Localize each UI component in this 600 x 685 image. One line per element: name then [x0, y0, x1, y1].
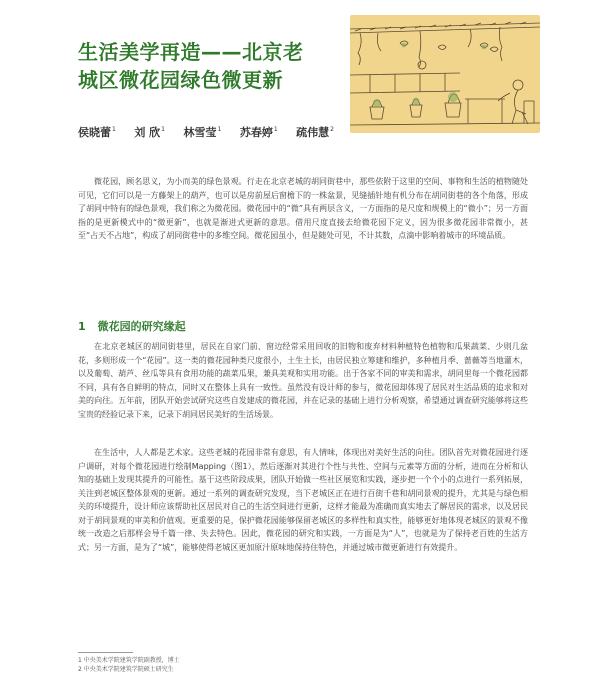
author: 苏春婷$^1$ [239, 126, 278, 139]
author-list [78, 124, 378, 140]
body-paragraph: 在北京老城区的胡同街巷里，居民在自家门前、窗边经常采用回收的旧物和废弃材料种植特色植物和瓜果蔬菜、少则几盆花，多则形成一个“花园”。这一类的微花园种类尺度很小，土生土长，由居民独立筹建和维护，多种植月季、蔷薇等当地灌木，以及葡萄、葫芦、丝瓜等具有食用功能的蔬菜瓜果，兼具美观和实用功能。出于各家不同的审美和需求，胡同里每一个微花园都不同，具有各自鲜明的特点，同时又在整体上具有一致性。虽然没有设计师的参与，微花园却体现了居民对生活品质的追求和对美的向往。五年前，团队开始尝试研究这些自发建成的微花园，并在记录的基础上进行分析观察，希望通过调查研究能够将这些宝贵的经验记录下来，记录下胡同居民美好的生活场景。 [78, 342, 528, 419]
footnote: 2 中央美术学院建筑学院硕士研究生 [78, 666, 174, 673]
author: 疏伟慧$^2$ [296, 126, 334, 139]
article-title [78, 38, 348, 94]
garden-sketch-illustration [350, 15, 540, 133]
intro-paragraph: 微花园，顾名思义，为小而美的绿色景观。行走在北京老城的胡同街巷中，那些依附于这里的空间、事物和生活的植物随处可见，它们可以是一方藤架上的葫芦，也可以是房前屋后窗檐下的一株盆景，见缝插针地有机分布在胡同街巷的各个角落，形成了胡同中特有的绿色景观，我们称之为微花园。微花园中的“微”具有两层含义，一方面指的是尺度和规模上的“微小”；另一方面指的是更新模式中的“微更新”，也就是渐进式更新的意思。借用尺度直接去给微花园下定义，因为很多微花园非常微小，甚至“占天不占地”，构成了胡同街巷中的多维空间。微花园虽小，但是随处可见，不计其数，点滴中影响着城市的环境品质。 [78, 177, 528, 240]
footnote: 1 中央美术学院建筑学院副教授，博士 [78, 657, 180, 664]
author: 侯晓蕾$^1$ [78, 126, 116, 139]
title-line-1: 生活美学再造——北京老 [78, 40, 304, 64]
section-heading [78, 318, 186, 334]
footnote-rule [78, 652, 133, 653]
body-paragraph: 在生活中，人人都是艺术家。这些老城的花园非常有意思，有人情味，体现出对美好生活的向往。团队首先对微花园进行逐户调研，对每个微花园进行绘制Mapping（图1），然后逐渐对其进行个性与共性、空间与元素等方面的分析，进而在分析和认知的基础上发现其提升的可能性。基于这些阶段成果，团队开始做一些社区展览和实践，逐步把一个个小的点进行一系列拓展，关注到老城区整体景观的更新。通过一系列的调查研究发现，当下老城区正在进行百街千巷和胡同景观的提升，尤其是与绿色相关的环境提升，设计师应该帮助社区居民对自己的生活空间进行更新，这样才能最为准确而真实地去了解居民的需求，以及居民对于胡同景观的审美和价值观。更重要的是，保护微花园能够保留老城区的多样性和真实性，能够更好地体现老城区的景观不像统一改造之后那样会导千篇一律、失去特色。因此，微花园的研究和实践，一方面是为“人”，也就是为了保持老百姓的生活方式；另一方面，是为了“城”，能够使得老城区更加原汁原味地保持住特色，并通过城市微更新进行有效提升。 [78, 448, 528, 552]
footnotes [78, 652, 180, 674]
title-line-2: 城区微花园绿色微更新 [78, 68, 283, 92]
author: 林雪莹$^1$ [183, 126, 222, 139]
author: 刘 欣$^1$ [134, 126, 165, 139]
sketch-drawing [350, 15, 540, 133]
section-number: 1 [78, 320, 86, 333]
section-title: 微花园的研究缘起 [97, 320, 186, 333]
